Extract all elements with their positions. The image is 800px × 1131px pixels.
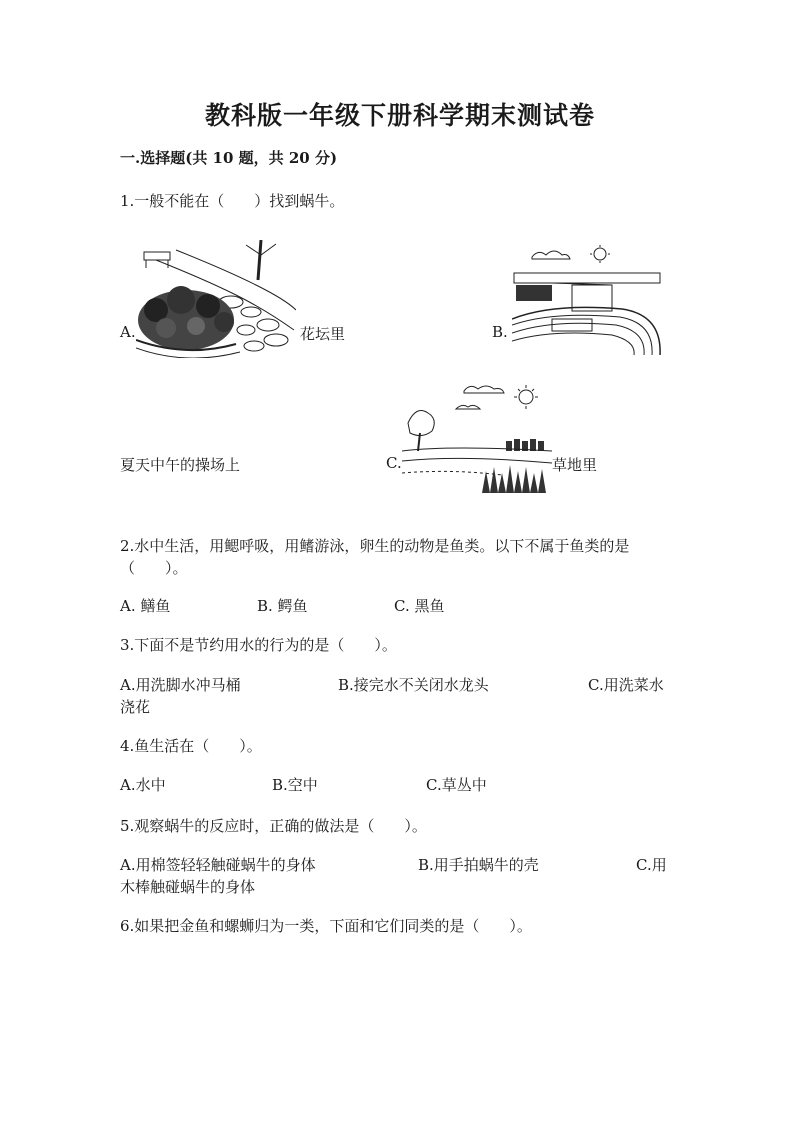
question-2-stem-line2: （ ）。 [120,559,188,577]
question-6-stem: 6.如果把金鱼和螺蛳归为一类，下面和它们同类的是（ ）。 [120,917,532,935]
q4-option-c: C.草丛中 [426,776,487,794]
question-1-stem: 1.一般不能在（ ）找到蜗牛。 [120,192,345,210]
q3-option-a: A.用洗脚水冲马桶 [120,676,241,694]
question-3-stem: 3.下面不是节约用水的行为的是（ ）。 [120,636,397,654]
q4-option-b: B.空中 [272,776,318,794]
q2-option-c: C. 黑鱼 [394,597,445,615]
question-4-stem: 4.鱼生活在（ ）。 [120,737,262,755]
q1-option-b-text: 夏天中午的操场上 [120,456,241,474]
question-2-stem-line1: 2.水中生活，用鳃呼吸，用鳍游泳，卵生的动物是鱼类。以下不属于鱼类的是 [120,537,630,555]
sports-field-noon-image [512,245,662,357]
grassland-image [402,383,552,493]
q3-option-c-wrap: 浇花 [120,698,151,716]
flowerbed-garden-image [136,240,296,358]
q5-option-b: B.用手拍蜗牛的壳 [418,856,539,874]
q2-option-a: A. 鳝鱼 [120,597,171,615]
q5-option-c-wrap: 木棒触碰蜗牛的身体 [120,878,256,896]
q1-option-c-letter: C. [386,454,402,472]
q5-option-a: A.用棉签轻轻触碰蜗牛的身体 [120,856,316,874]
q3-option-c: C.用洗菜水 [588,676,664,694]
q1-option-a-text: 花坛里 [300,325,346,343]
q5-option-c: C.用 [636,856,667,874]
q1-option-a-letter: A. [120,323,136,341]
q1-option-b-letter: B. [492,323,508,341]
q2-option-b: B. 鳄鱼 [257,597,308,615]
section-heading: 一.选择题(共 10 题，共 20 分) [120,149,338,167]
q4-option-a: A.水中 [120,776,166,794]
q3-option-b: B.接完水不关闭水龙头 [338,676,489,694]
q1-option-c-text: 草地里 [552,456,598,474]
question-5-stem: 5.观察蜗牛的反应时，正确的做法是（ ）。 [120,817,427,835]
page-title: 教科版一年级下册科学期末测试卷 [204,101,595,130]
